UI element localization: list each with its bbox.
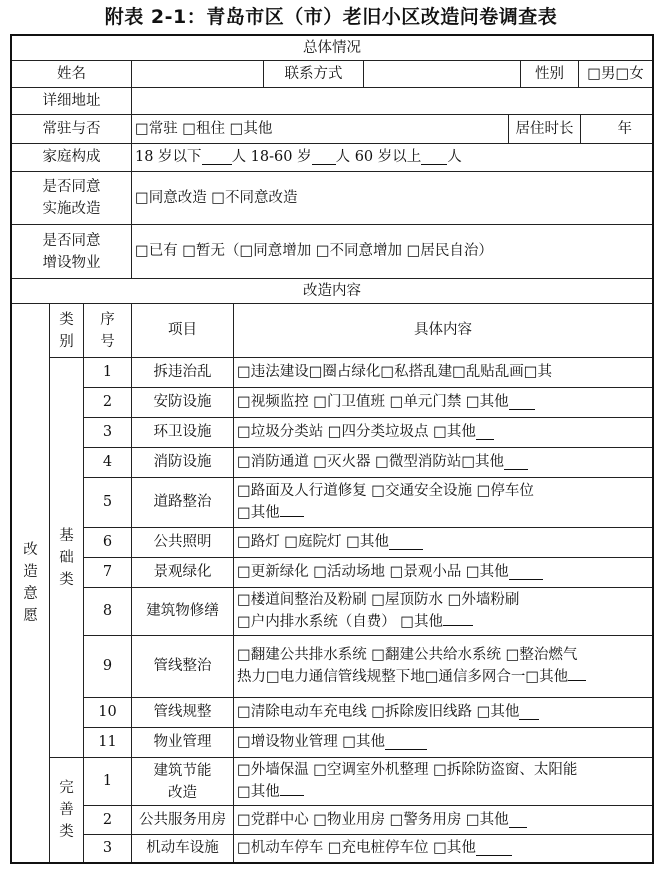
row-seq: 2	[84, 388, 132, 418]
duration-unit: 年	[617, 120, 632, 137]
intent-char: 造	[23, 564, 38, 580]
row-detail-text: □翻建公共排水系统 □翻建公共给水系统 □整治燃气	[237, 647, 578, 663]
row-seq: 9	[84, 636, 132, 698]
improve-char: 善	[59, 802, 74, 818]
row-detail-text: □清除电动车充电线 □拆除废旧线路 □其他	[237, 704, 520, 720]
row-detail-text: □其他	[237, 784, 280, 800]
col-category-char: 别	[59, 333, 74, 350]
other-blank[interactable]	[476, 841, 512, 856]
address-field[interactable]	[132, 88, 652, 115]
col-seq-header	[84, 304, 132, 358]
row-detail[interactable]	[234, 806, 652, 835]
other-blank[interactable]	[476, 425, 494, 440]
row-item: 公共照明	[132, 528, 234, 558]
row-seq: 10	[84, 698, 132, 728]
other-blank[interactable]	[443, 611, 473, 626]
row-detail[interactable]	[234, 588, 652, 636]
age-under-18-label: 18 岁以下	[135, 149, 202, 165]
row-detail-text: □更新绿化 □活动场地 □景观小品 □其他	[237, 564, 509, 580]
row-seq: 6	[84, 528, 132, 558]
other-blank[interactable]	[509, 395, 535, 410]
row-seq: 7	[84, 558, 132, 588]
family-label: 家庭构成	[12, 144, 132, 172]
row-item: 建筑物修缮	[132, 588, 234, 636]
col-seq-char: 号	[100, 333, 115, 350]
row-item: 安防设施	[132, 388, 234, 418]
category-improve	[50, 758, 84, 862]
agree-options[interactable]: □同意改造 □不同意改造	[132, 172, 652, 225]
other-blank[interactable]	[280, 502, 304, 517]
row-item: 管线规整	[132, 698, 234, 728]
duration-field[interactable]	[581, 115, 652, 144]
row-detail-text: □消防通道 □灭火器 □微型消防站□其他	[237, 454, 505, 470]
row-detail-text: □垃圾分类站 □四分类垃圾点 □其他	[237, 424, 476, 440]
row-detail-text: □机动车停车 □充电桩停车位 □其他	[237, 840, 476, 856]
row-item: 机动车设施	[132, 835, 234, 862]
row-item-line2: 改造	[168, 784, 197, 801]
row-detail[interactable]	[234, 698, 652, 728]
other-blank[interactable]	[504, 455, 528, 470]
other-blank[interactable]	[519, 705, 539, 720]
row-item: 道路整治	[132, 478, 234, 528]
row-detail[interactable]	[234, 418, 652, 448]
age-18-60-label: 人 18-60 岁	[231, 149, 312, 165]
row-item: 环卫设施	[132, 418, 234, 448]
name-label: 姓名	[12, 61, 132, 88]
row-detail[interactable]	[234, 478, 652, 528]
row-detail-text: 热力□电力通信管线规整下地□通信多网合一□其他	[237, 669, 569, 685]
intent-char: 愿	[23, 608, 38, 624]
address-label: 详细地址	[12, 88, 132, 115]
agree-label-line2: 实施改造	[42, 201, 101, 217]
row-detail-text: □路面及人行道修复 □交通安全设施 □停车位	[237, 483, 534, 499]
row-detail-text: □增设物业管理 □其他	[237, 734, 386, 750]
row-detail-text: □视频监控 □门卫值班 □单元门禁 □其他	[237, 394, 509, 410]
row-detail[interactable]: □违法建设□圈占绿化□私搭乱建□乱贴乱画□其	[234, 358, 652, 388]
property-options[interactable]: □已有 □暂无（□同意增加 □不同意增加 □居民自治）	[132, 225, 652, 279]
row-item: 物业管理	[132, 728, 234, 758]
other-blank[interactable]	[509, 813, 527, 828]
age-under-18-blank[interactable]	[202, 150, 232, 165]
row-detail-text: □党群中心 □物业用房 □警务用房 □其他	[237, 811, 509, 828]
intent-char: 改	[23, 542, 38, 558]
row-seq: 11	[84, 728, 132, 758]
row-item: 公共服务用房	[132, 806, 234, 835]
row-detail[interactable]	[234, 388, 652, 418]
general-section-header: 总体情况	[12, 36, 652, 61]
age-18-60-blank[interactable]	[312, 150, 336, 165]
other-blank[interactable]	[509, 565, 543, 580]
row-item: 管线整治	[132, 636, 234, 698]
other-blank[interactable]	[568, 666, 586, 681]
row-seq: 1	[84, 358, 132, 388]
other-blank[interactable]	[280, 781, 304, 796]
property-label-line2: 增设物业	[42, 254, 101, 271]
col-item-header: 项目	[132, 304, 234, 358]
basic-char: 基	[59, 527, 74, 544]
row-item: 拆违治乱	[132, 358, 234, 388]
col-seq-char: 序	[100, 311, 115, 328]
resident-options[interactable]: □常驻 □租住 □其他	[132, 115, 509, 144]
row-detail[interactable]	[234, 835, 652, 862]
other-blank[interactable]	[385, 735, 427, 750]
row-item	[132, 758, 234, 806]
row-detail[interactable]	[234, 558, 652, 588]
other-blank[interactable]	[389, 535, 423, 550]
row-seq: 5	[84, 478, 132, 528]
contact-label: 联系方式	[264, 61, 364, 88]
row-seq: 1	[84, 758, 132, 806]
age-over-60-blank[interactable]	[421, 150, 447, 165]
contact-field[interactable]	[364, 61, 521, 88]
row-detail-text: □其他	[237, 505, 280, 521]
col-category-header	[50, 304, 84, 358]
row-seq: 2	[84, 806, 132, 835]
name-field[interactable]	[132, 61, 264, 88]
gender-options[interactable]: □男□女	[579, 61, 652, 88]
renovation-intent-label	[12, 304, 50, 862]
row-item: 消防设施	[132, 448, 234, 478]
col-category-char: 类	[59, 311, 74, 328]
resident-label: 常驻与否	[12, 115, 132, 144]
row-detail-text: □楼道间整治及粉刷 □屋顶防水 □外墙粉刷	[237, 592, 520, 608]
row-seq: 3	[84, 835, 132, 862]
page-title: 附表 2-1：青岛市区（市）老旧小区改造问卷调查表	[104, 6, 558, 28]
gender-label: 性别	[521, 61, 579, 88]
row-detail-text: □路灯 □庭院灯 □其他	[237, 534, 389, 550]
renovation-section-header: 改造内容	[12, 279, 652, 304]
intent-char: 意	[23, 586, 38, 602]
row-detail[interactable]	[234, 728, 652, 758]
improve-char: 完	[59, 780, 74, 796]
row-seq: 4	[84, 448, 132, 478]
age-over-60-label: 人 60 岁以上	[335, 149, 422, 165]
row-detail-text: □户内排水系统（自费） □其他	[237, 614, 444, 630]
row-detail[interactable]	[234, 758, 652, 806]
row-item: 景观绿化	[132, 558, 234, 588]
agree-label-line1: 是否同意	[42, 179, 101, 195]
basic-char: 础	[59, 549, 74, 566]
persons-unit: 人	[447, 149, 462, 165]
agree-label	[12, 172, 132, 225]
survey-form	[10, 34, 654, 864]
row-item-line1: 建筑节能	[153, 762, 212, 779]
row-detail[interactable]	[234, 448, 652, 478]
family-composition-field[interactable]	[132, 144, 652, 172]
row-detail-text: □外墙保温 □空调室外机整理 □拆除防盗窗、太阳能	[237, 762, 578, 778]
row-detail[interactable]	[234, 636, 652, 698]
col-detail-header: 具体内容	[234, 304, 652, 358]
improve-char: 类	[59, 824, 74, 840]
duration-label: 居住时长	[509, 115, 581, 144]
basic-char: 类	[59, 571, 74, 588]
property-label-line1: 是否同意	[42, 232, 101, 249]
row-detail[interactable]	[234, 528, 652, 558]
property-label	[12, 225, 132, 279]
category-basic	[50, 358, 84, 758]
row-seq: 8	[84, 588, 132, 636]
row-seq: 3	[84, 418, 132, 448]
